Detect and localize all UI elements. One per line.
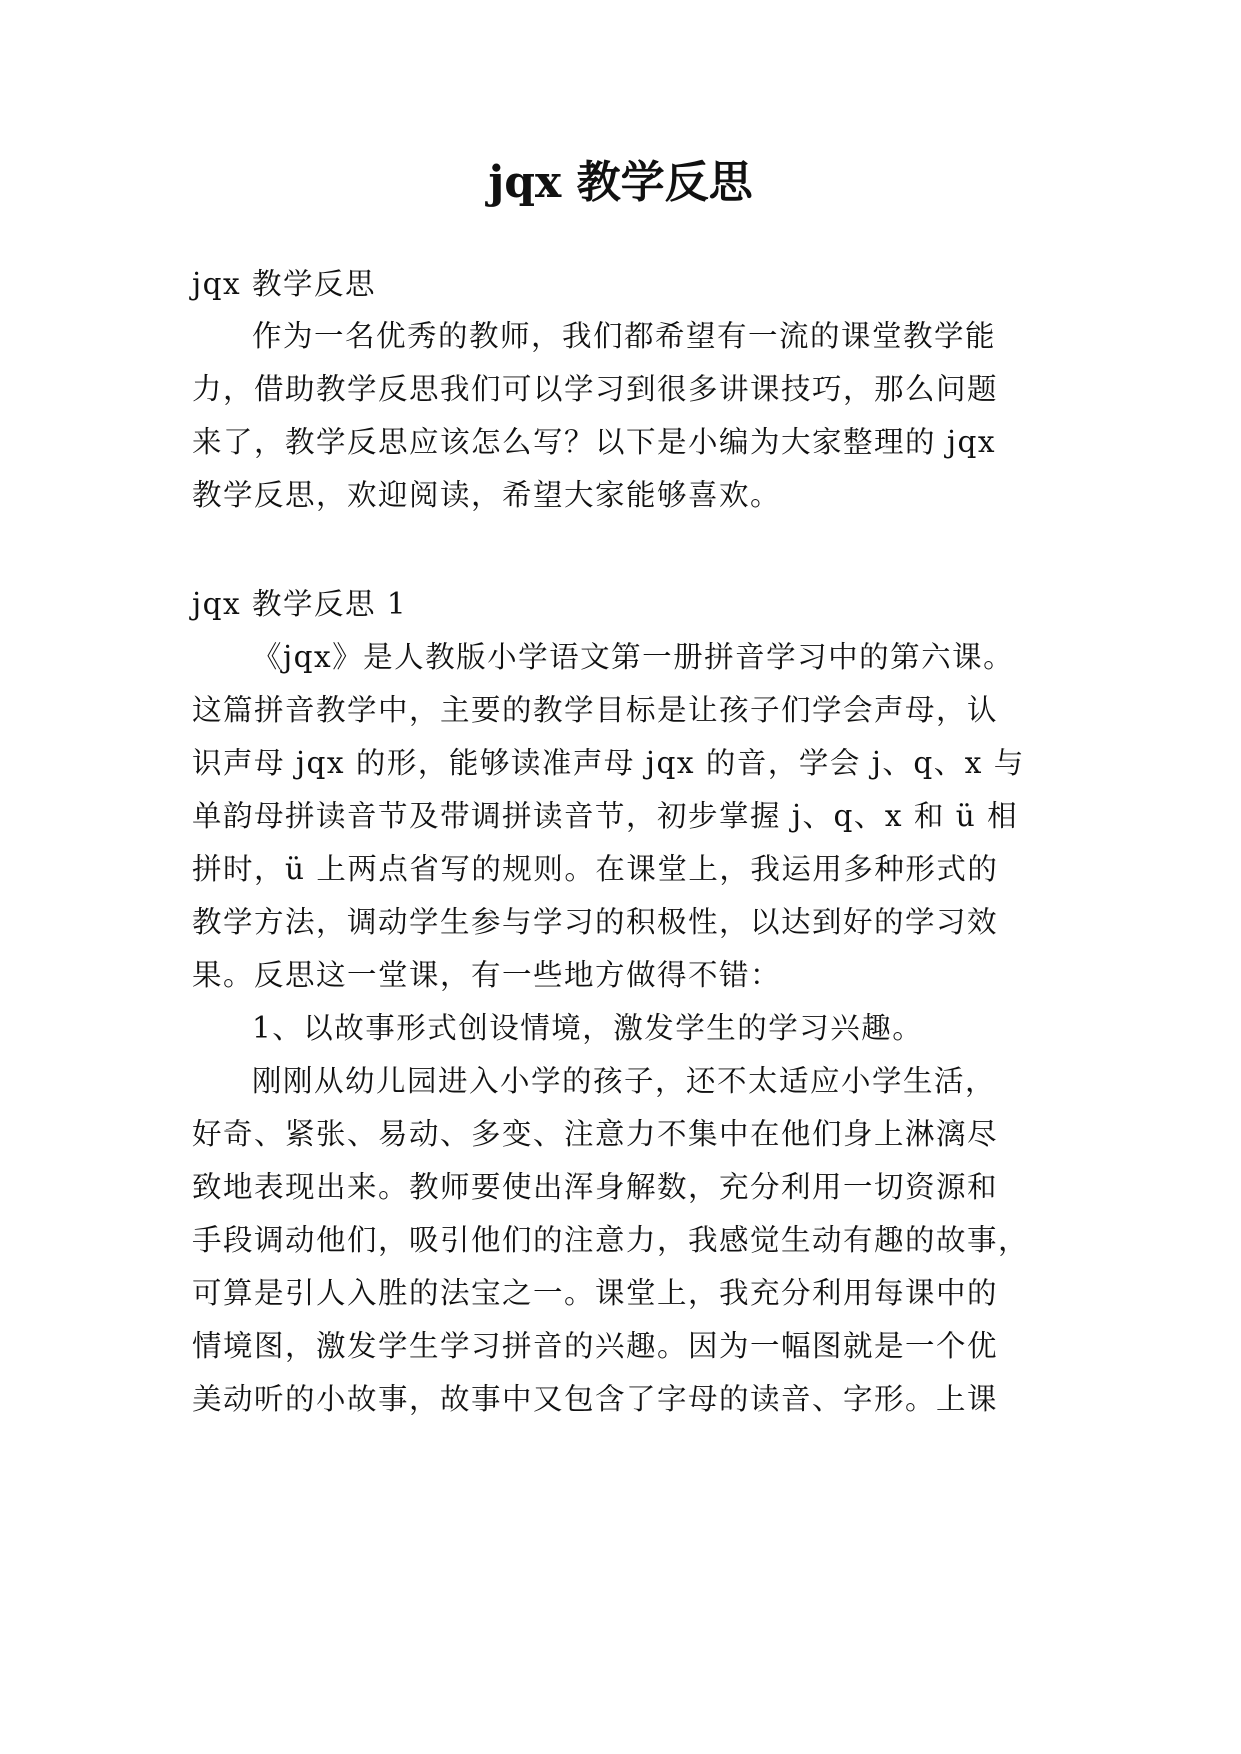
paragraph-line: 《jqx》是人教版小学语文第一册拼音学习中的第六课。 [252, 640, 1015, 674]
paragraph-line: 果。反思这一堂课，有一些地方做得不错： [192, 958, 782, 992]
paragraph-line: 手段调动他们，吸引他们的注意力，我感觉生动有趣的故事， [192, 1223, 1030, 1257]
section-heading: jqx 教学反思 1 [192, 587, 408, 621]
document-title: jqx 教学反思 [488, 157, 753, 208]
paragraph-line: 教学方法，调动学生参与学习的积极性，以达到好的学习效 [192, 905, 999, 939]
document-subtitle: jqx 教学反思 [192, 267, 377, 301]
intro-line: 来了，教学反思应该怎么写？以下是小编为大家整理的 jqx [192, 425, 997, 459]
intro-line: 教学反思，欢迎阅读，希望大家能够喜欢。 [192, 478, 782, 512]
intro-line: 作为一名优秀的教师，我们都希望有一流的课堂教学能 [252, 319, 997, 353]
paragraph-line: 好奇、紧张、易动、多变、注意力不集中在他们身上淋漓尽 [192, 1117, 999, 1151]
paragraph-line: 可算是引人入胜的法宝之一。课堂上，我充分利用每课中的 [192, 1276, 999, 1310]
paragraph-line: 刚刚从幼儿园进入小学的孩子，还不太适应小学生活， [252, 1064, 997, 1098]
paragraph-line: 拼时，ü 上两点省写的规则。在课堂上，我运用多种形式的 [192, 852, 999, 886]
intro-line: 力，借助教学反思我们可以学习到很多讲课技巧，那么问题 [192, 372, 999, 406]
paragraph-line: 致地表现出来。教师要使出浑身解数，充分利用一切资源和 [192, 1170, 999, 1204]
paragraph-line: 美动听的小故事，故事中又包含了字母的读音、字形。上课 [192, 1382, 999, 1416]
paragraph-line: 识声母 jqx 的形，能够读准声母 jqx 的音，学会 j、q、x 与 [192, 746, 1025, 780]
paragraph-line: 情境图，激发学生学习拼音的兴趣。因为一幅图就是一个优 [192, 1329, 999, 1363]
paragraph-line: 这篇拼音教学中，主要的教学目标是让孩子们学会声母，认 [192, 693, 999, 727]
point-heading: 1、以故事形式创设情境，激发学生的学习兴趣。 [252, 1011, 924, 1045]
paragraph-line: 单韵母拼读音节及带调拼读音节，初步掌握 j、q、x 和 ü 相 [192, 799, 1019, 833]
